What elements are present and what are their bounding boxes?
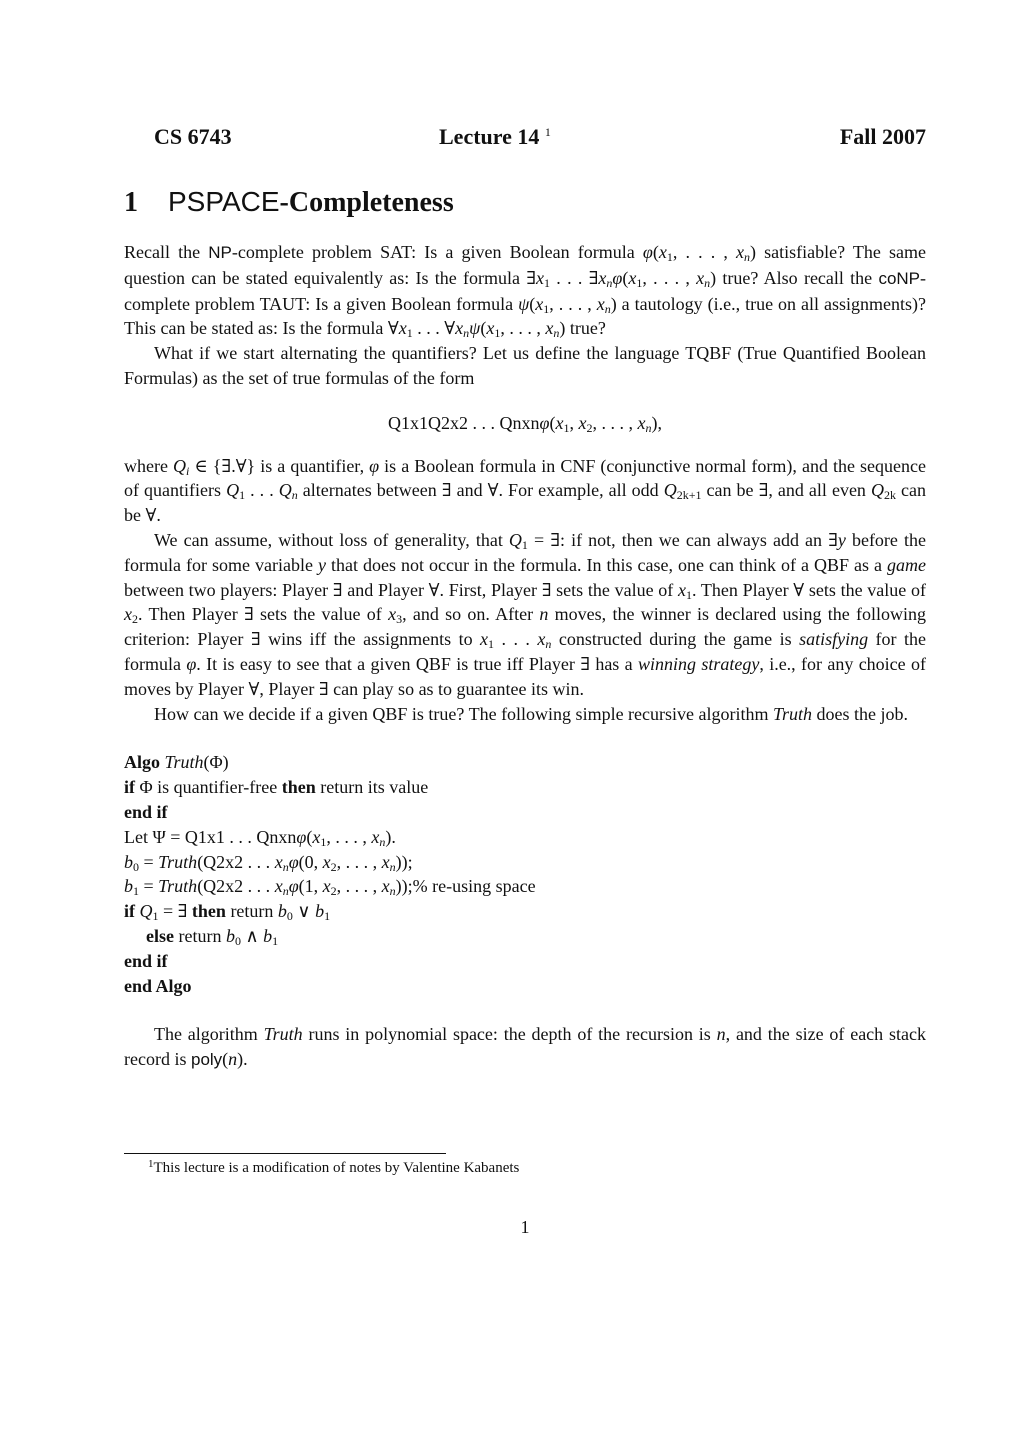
section-title-rest: -Completeness (279, 187, 454, 218)
algo-line: if Φ is quantifier-free then return its value (124, 777, 429, 798)
algo-line: if $Q_1$ = ∃ then return $b_0$ ∨ $b_1$ (124, 901, 331, 924)
algo-line: Algo Truth(Φ) (124, 752, 229, 773)
algo-line: end if (124, 950, 168, 971)
paragraph-decide: How can we decide if a given QBF is true? The following simple recursive algorithm Truth does the job. (154, 703, 909, 724)
course-code: CS 6743 (154, 124, 232, 149)
paragraph-quantifiers: where $Q_i$ ∈ {∃.∀} is a quantifier, φ is a Boolean formula in CNF (conjunctive normal form), and the sequence of quantifiers $Q_1$ . . . $Q_n$ alternates between ∃ and ∀. For example, all odd $Q_{2k+1}$ can be ∃, and all even $Q_{2k}$ can be ∀. (124, 455, 927, 526)
footnote-rule (124, 1153, 446, 1154)
page-number: 1 (520, 1217, 530, 1237)
algo-line: end Algo (124, 975, 192, 996)
algo-line: $b_0$ = Truth(Q2x2 . . . $x_n\varphi(0$, $x_2$, . . . , $x_n$)); (124, 851, 413, 874)
lecture-header (124, 124, 926, 154)
paragraph-sat: Recall the NP-complete problem SAT: Is a given Boolean formula $\varphi(x_1$, . . . , $x_n$) satisfiable? The same question can be stated equivalently as: Is the formula $\exists x_1$ . . . $\exists x_n\varphi(x_1$, . . . , $x_n$) true? Also recall the coNP-complete problem TAUT: Is a given Boolean formula $\psi(x_1$, . . . , $x_n$) a tautology (i.e., true on all assignments)? This can be stated as: Is the formula $\forall x_1$ . . . $\forall x_n\psi(x_1$, . . . , $x_n$) true? (124, 242, 927, 341)
paragraph-polyspace: The algorithm Truth runs in polynomial space: the depth of the recursion is n, and the size of each stack record is poly(n). (124, 1024, 926, 1070)
paragraph-tqbf: What if we start alternating the quantifiers? Let us define the language TQBF (True Quantified Boolean Formulas) as the set of true formulas of the form (124, 343, 926, 388)
lecture-number: Lecture 14 $^1$ (439, 124, 551, 149)
algo-line: $b_1$ = Truth(Q2x2 . . . $x_n\varphi(1$, $x_2$, . . . , $x_n));\%$ re-using space (124, 876, 536, 899)
algo-line: end if (124, 801, 168, 822)
display-formula: Q1x1Q2x2 . . . $Qnxn\varphi(x_1$, $x_2$, . . . , $x_n$), (388, 412, 662, 435)
term: Fall 2007 (839, 124, 926, 149)
algo-line: Let Ψ = Q1x1 . . . $Qnxn\varphi(x_1$, . . . , $x_n$). (124, 826, 396, 849)
section-number: 1 (124, 187, 138, 218)
section-title-sans: PSPACE (168, 186, 280, 217)
algorithm-truth (124, 750, 926, 998)
body-text (124, 240, 926, 1073)
algo-line: else return $b_0$ ∧ $b_1$ (146, 925, 279, 948)
section-heading (124, 186, 454, 219)
footnote-mark: 1 (544, 125, 551, 139)
paragraph-game: We can assume, without loss of generality, that $Q_1$ = ∃: if not, then we can always add an ∃y before the formula for some variable y that does not occur in the formula. In this case, one can think of a QBF as a game between two players: Player ∃ and Player ∀. First, Player ∃ sets the value of $x_1$. Then Player ∀ sets the value of $x_2$. Then Player ∃ sets the value of $x_3$, and so on. After n moves, the winner is declared using the following criterion: Player ∃ wins iff the assignments to $x_1$ . . . $x_n$ constructed during the game is satisfying for the formula φ. It is easy to see that a given QBF is true iff Player ∃ has a winning strategy, i.e., for any choice of moves by Player ∀, Player ∃ can play so as to guarantee its win. (124, 529, 927, 699)
footnote: $^1$This lecture is a modification of notes by Valentine Kabanets (148, 1158, 520, 1176)
